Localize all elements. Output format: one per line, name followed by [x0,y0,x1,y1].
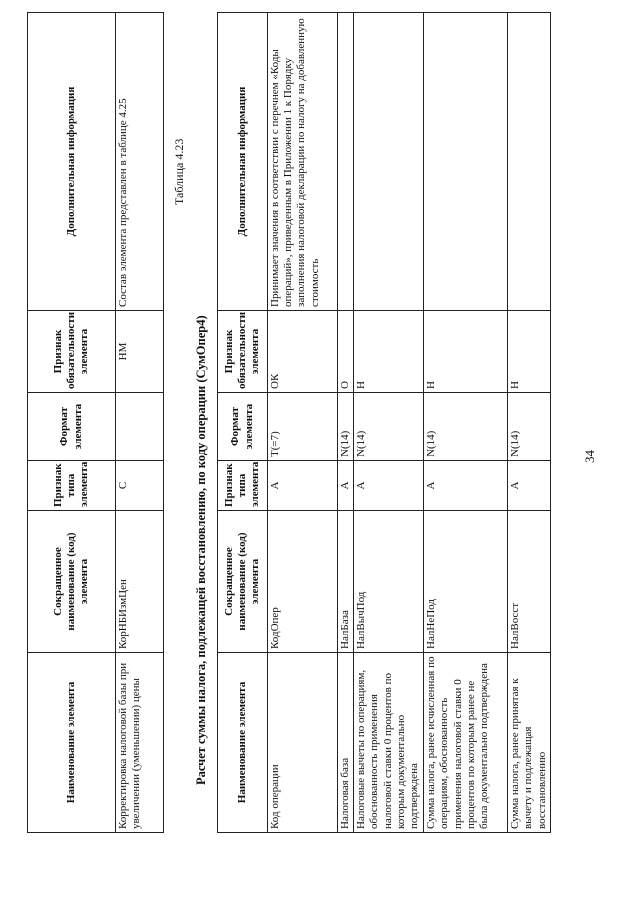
header-cell: Наименование элемента [218,653,268,833]
table-cell: Сумма налога, ранее исчисленная по операциям, обоснованность применения налоговой ставки 0 процентов по которым ранее не была документально подтверждена [424,653,508,833]
table-cell: Налоговая база [338,653,354,833]
table-cell [338,13,354,311]
table-cell: С [116,461,164,511]
table-row [268,13,338,833]
table-cell: КодОпер [268,511,338,653]
table-row [116,13,164,833]
table-row [424,13,508,833]
header-cell: Формат элемента [28,393,116,461]
table-cell [508,13,551,311]
table-cell: N(14) [338,393,354,461]
table-row [338,13,354,833]
header-cell: Сокращенное наименование (код) элемента [28,511,116,653]
table-cell: А [424,461,508,511]
table-number-caption: Таблица 4.23 [172,138,186,205]
table-cell [424,13,508,311]
page-number: 34 [582,450,597,463]
table-cell: ОК [268,311,338,393]
header-cell: Дополнительная информация [28,13,116,311]
table-cell: А [268,461,338,511]
table-operation-sum [217,12,551,833]
table-cell: А [508,461,551,511]
table-cell: Код операции [268,653,338,833]
header-cell: Признак обязательности элемента [28,311,116,393]
table-row [508,13,551,833]
header-cell: Признак обязательности элемента [218,311,268,393]
table-title: Расчет суммы налога, подлежащей восстановлению, по коду операции (СумОпер4) [194,315,208,785]
header-cell: Наименование элемента [28,653,116,833]
header-cell: Признак типа элемента [218,461,268,511]
table-cell: НМ [116,311,164,393]
table-cell: КорНБИзмЦен [116,511,164,653]
table-cell: Н [354,311,424,393]
table-cell [116,393,164,461]
table-cell: Состав элемента представлен в таблице 4.25 [116,13,164,311]
table-cell: НалНеПод [424,511,508,653]
table-cell: Н [424,311,508,393]
table-cell: Налоговые вычеты по операциям, обоснованность применения налоговой ставки 0 процентов по которым документально подтверждена [354,653,424,833]
table-cell: НалБаза [338,511,354,653]
header-cell: Дополнительная информация [218,13,268,311]
table-cell: А [338,461,354,511]
header-cell: Формат элемента [218,393,268,461]
table-cell: Принимает значения в соответствии с перечнем «Коды операций», приведенным в Приложении 1 к Порядку заполнения налоговой декларации по налогу на добавленную стоимость [268,13,338,311]
header-cell: Признак типа элемента [28,461,116,511]
table-cell: НалВычПод [354,511,424,653]
table-cell: N(14) [508,393,551,461]
table-cell: N(14) [424,393,508,461]
header-cell: Сокращенное наименование (код) элемента [218,511,268,653]
table-row [354,13,424,833]
table-header-row [218,13,268,833]
table-cell [354,13,424,311]
table-element-definition [27,12,164,833]
table-cell: О [338,311,354,393]
table-cell: Сумма налога, ранее принятая к вычету и подлежащая восстановлению [508,653,551,833]
table-cell: НалВосст [508,511,551,653]
table-cell: Корректировка налоговой базы при увеличении (уменьшении) цены [116,653,164,833]
table-cell: Н [508,311,551,393]
table-cell: T(=7) [268,393,338,461]
table-header-row [28,13,116,833]
table-cell: N(14) [354,393,424,461]
table-cell: А [354,461,424,511]
